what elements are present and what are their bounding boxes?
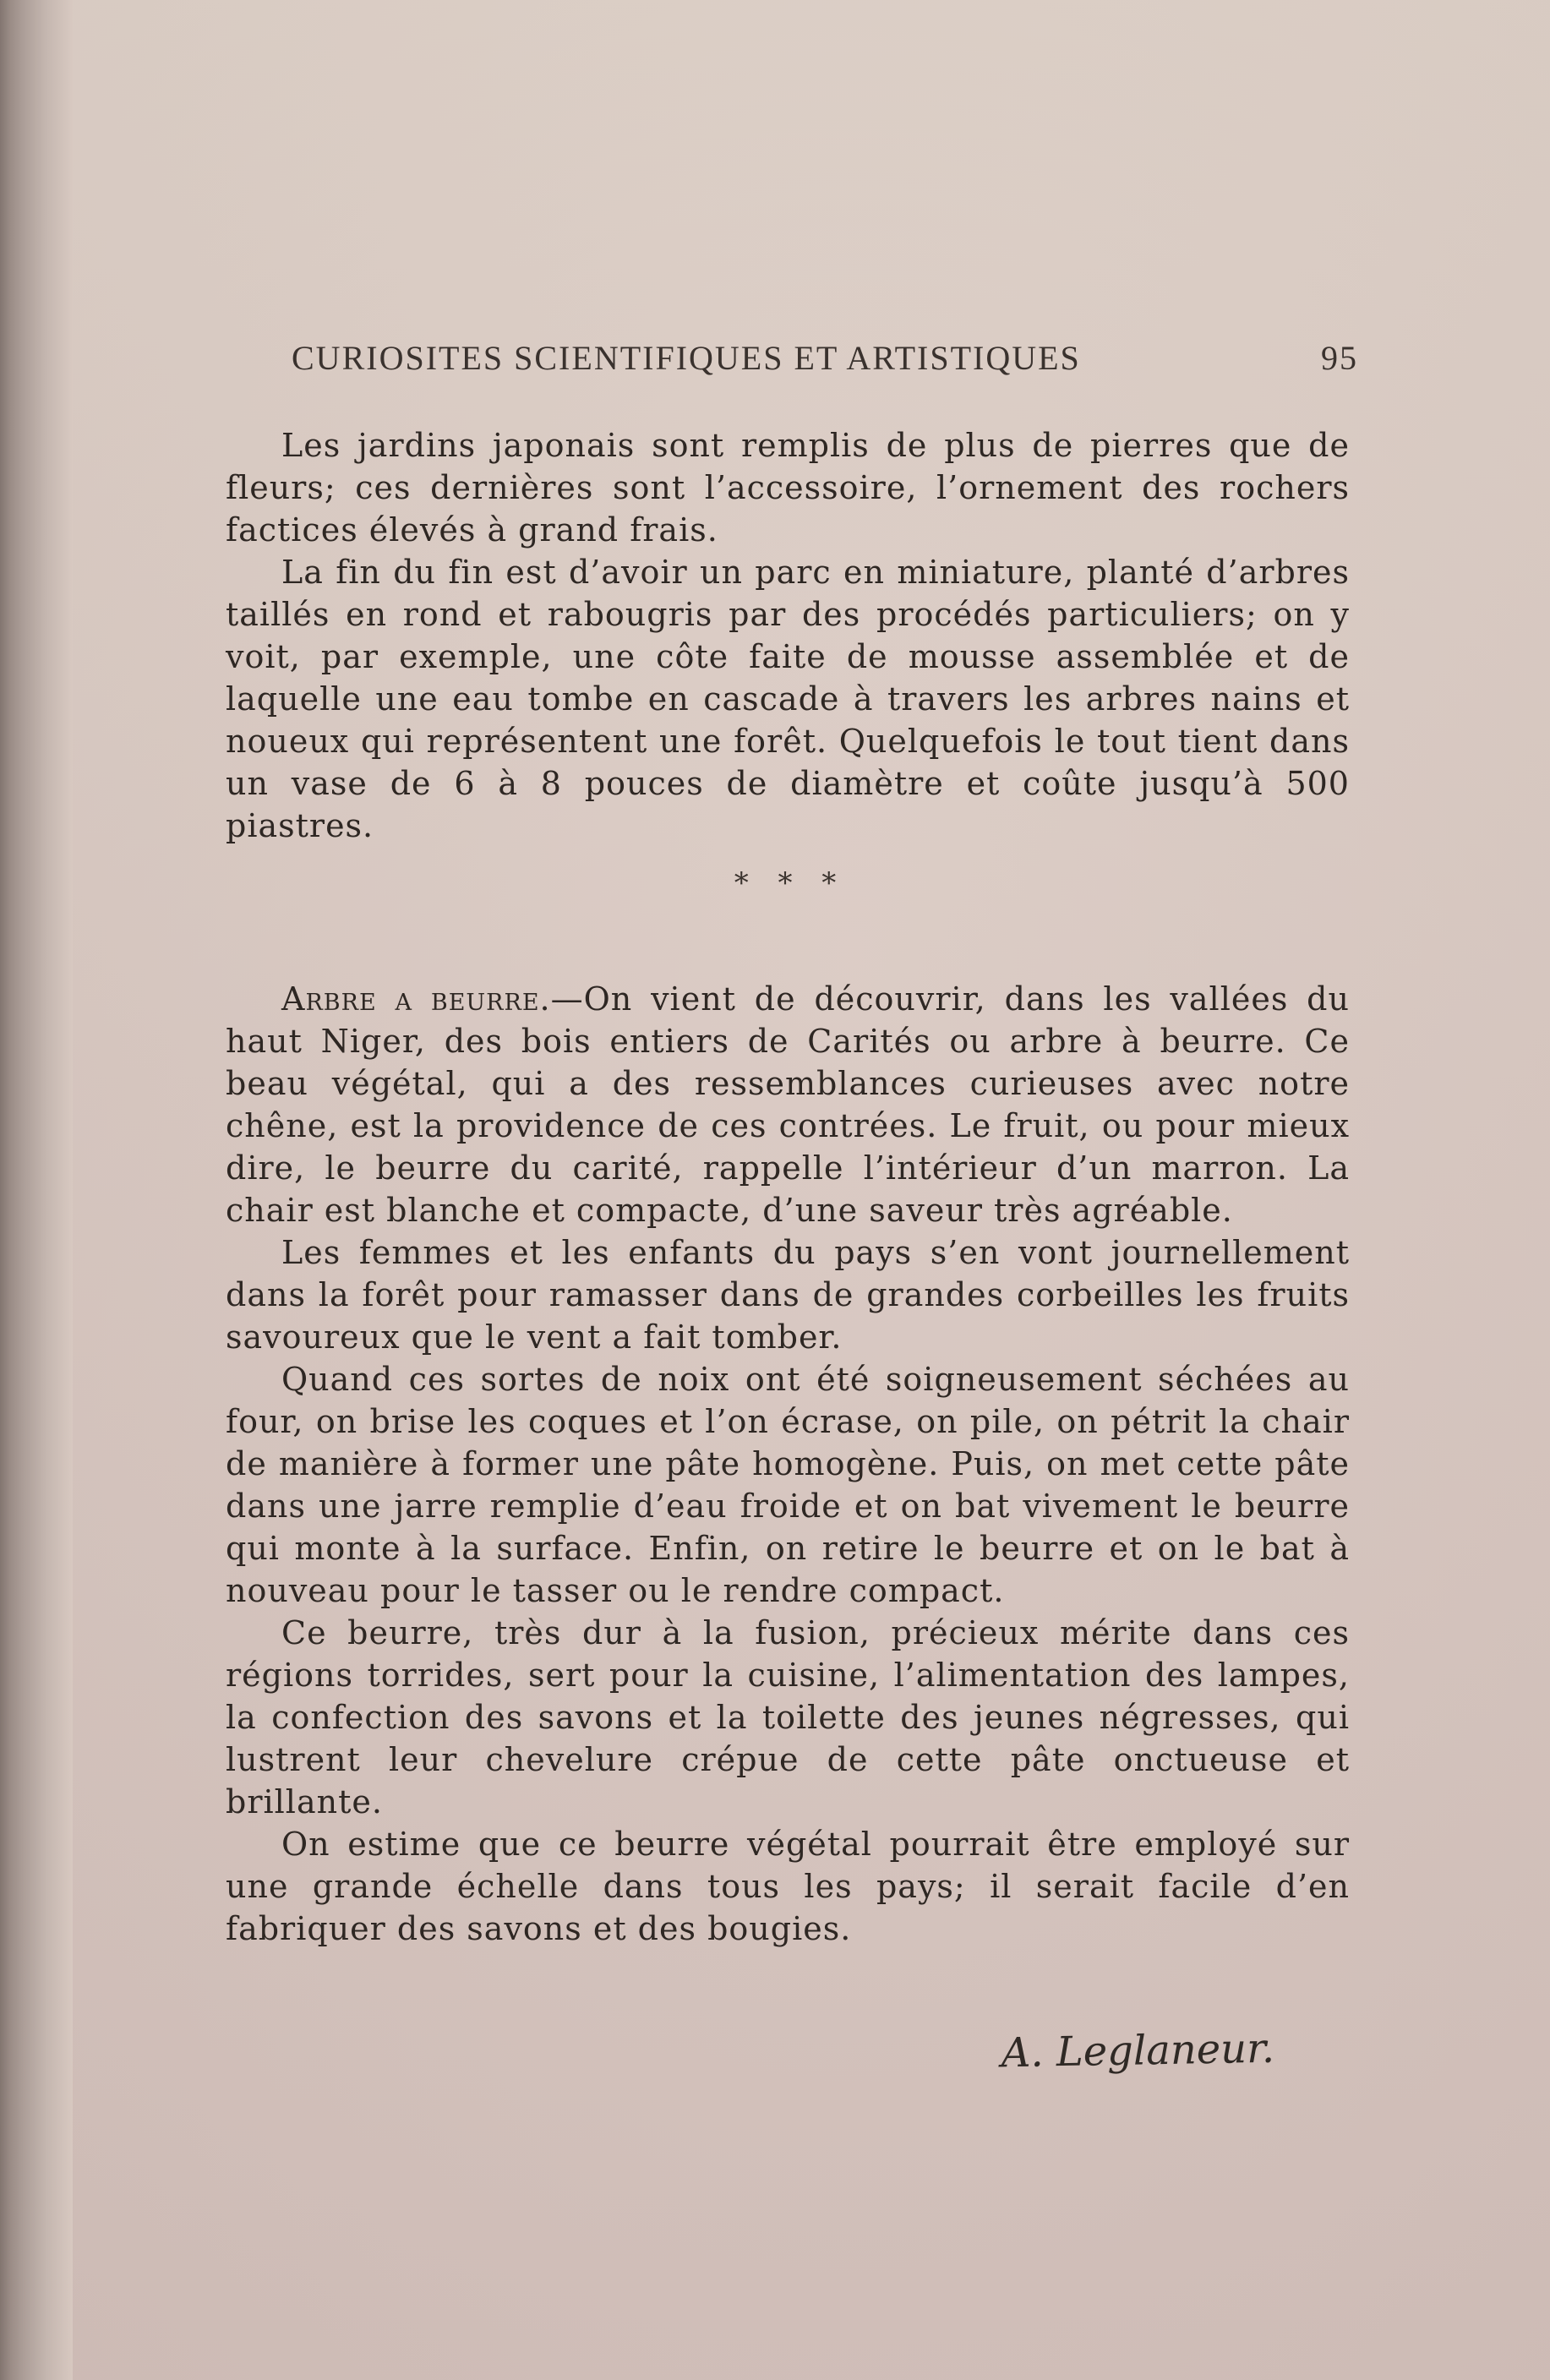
- butter-tree-section: [226, 978, 1350, 1950]
- section-title: Arbre a beurre.: [281, 980, 551, 1018]
- running-header-title: CURIOSITES SCIENTIFIQUES ET ARTISTIQUES: [292, 339, 1081, 377]
- paragraph: Les femmes et les enfants du pays s’en vont journellement dans la forêt pour ramasser dans de grandes corbeilles les fruits savoureux que le vent a fait tomber.: [226, 1234, 1350, 1356]
- paragraph-text: —On vient de découvrir, dans les vallées du haut Niger, des bois entiers de Carités ou arbre à beurre. Ce beau végétal, qui a des ressemblances curieuses avec notre chêne, est la providence de ces contrées. Le fruit, ou pour mieux dire, le beurre du carité, rappelle l’intérieur d’un marron. La chair est blanche et compacte, d’une saveur très agréable.: [226, 980, 1350, 1229]
- paragraph: La fin du fin est d’avoir un parc en miniature, planté d’arbres taillés en rond et rabougris par des procédés particuliers; on y voit, par exemple, une côte faite de mousse assemblée et de laquelle une eau tombe en cascade à travers les arbres nains et noueux qui représentent une forêt. Quelquefois le tout tient dans un vase de 6 à 8 pouces de diamètre et coûte jusqu’à 500 piastres.: [226, 554, 1350, 844]
- page-number: 95: [1321, 339, 1358, 377]
- paragraph: Les jardins japonais sont remplis de plus de pierres que de fleurs; ces dernières sont l’accessoire, l’ornement des rochers factices élevés à grand frais.: [226, 427, 1350, 549]
- section-separator: * * *: [734, 866, 847, 900]
- author-signature: A. Leglaneur.: [1001, 2024, 1275, 2077]
- section-lead-paragraph: [226, 978, 1350, 1231]
- paragraph: Ce beurre, très dur à la fusion, précieux mérite dans ces régions torrides, sert pour la cuisine, l’alimentation des lampes, la confection des savons et la toilette des jeunes négresses, qui lustrent leur chevelure crépue de cette pâte onctueuse et brillante.: [226, 1614, 1350, 1820]
- paragraph: Quand ces sortes de noix ont été soigneusement séchées au four, on brise les coques et l’on écrase, on pile, on pétrit la chair de manière à former une pâte homogène. Puis, on met cette pâte dans une jarre remplie d’eau froide et on bat vivement le beurre qui monte à la surface. Enfin, on retire le beurre et on le bat à nouveau pour le tasser ou le rendre compact.: [226, 1361, 1350, 1609]
- running-header: [292, 336, 1358, 380]
- japanese-gardens-section: [226, 424, 1350, 847]
- paragraph: On estime que ce beurre végétal pourrait être employé sur une grande échelle dans tous les pays; il serait facile d’en fabriquer des savons et des bougies.: [226, 1826, 1350, 1947]
- book-spine-shadow: [0, 0, 73, 2380]
